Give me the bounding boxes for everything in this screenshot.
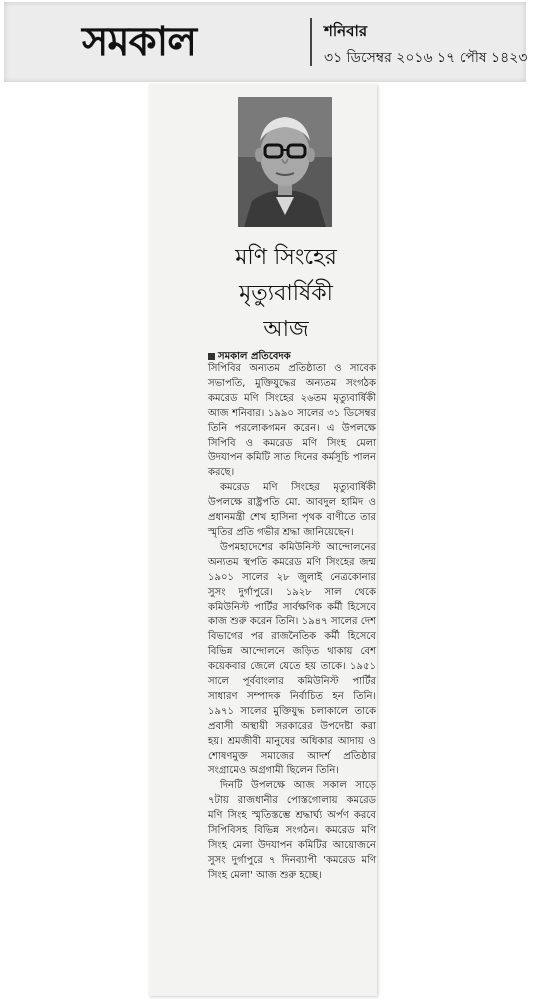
article-paragraph: সিপিবির অন্যতম প্রতিষ্ঠাতা ও সাবেক সভাপতি, মুক্তিযুদ্ধের অন্যতম সংগঠক কমরেড মণি সিংহের ২৬তম মৃত্যুবার্ষিকী আজ শনিবার। ১৯৯০ সালের ৩১ ডিসেম্বর তিনি পরলোকগমন করেন। এ উপলক্ষে সিপিবি ও কমরেড মণি সিংহ মেলা উদযাপন কমিটি সাত দিনের কর্মসূচি পালন করছে। (208, 363, 376, 479)
byline-text: সমকাল প্রতিবেদক (218, 351, 291, 362)
article-body (208, 362, 376, 884)
article-paragraph: কমরেড মণি সিংহের মৃত্যুবার্ষিকী উপলক্ষে রাষ্ট্রপতি মো. আবদুল হামিদ ও প্রধানমন্ত্রী শেখ হাসিনা পৃথক বাণীতে তার স্মৃতির প্রতি গভীর শ্রদ্ধা জানিয়েছেন। (208, 482, 376, 538)
headline-line: মৃত্যুবার্ষিকী (239, 281, 333, 306)
article-paragraph: উপমহাদেশের কমিউনিস্ট আন্দোলনের অন্যতম স্থপতি কমরেড মণি সিংহের জন্ম ১৯০১ সালের ২৮ জুলাই নেত্রকোনার সুসং দুর্গাপুরে। ১৯২৮ সাল থেকে কমিউনিস্ট পার্টির সার্বক্ষণিক কর্মী হিসেবে কাজ শুরু করেন তিনি। ১৯৪৭ সালের দেশ বিভাগের পর রাজনৈতিক কর্মী হিসেবে বিভিন্ন আন্দোলনে জড়িত থাকায় বেশ কয়েকবার জেলে যেতে হয় তাকে। ১৯৫১ সালে পূর্ববাংলার কমিউনিস্ট পার্টির সাধারণ সম্পাদক নির্বাচিত হন তিনি। ১৯৭১ সালের মুক্তিযুদ্ধ চলাকালে তাকে প্রবাসী অস্থায়ী সরকারের উপদেষ্টা করা হয়। শ্রমজীবী মানুষের অধিকার আদায় ও শোষণমুক্ত সমাজের আদর্শ প্রতিষ্ঠার সংগ্রামেও অগ্রগামী ছিলেন তিনি। (208, 541, 376, 777)
article-paragraph: দিনটি উপলক্ষে আজ সকাল সাড়ে ৭টায় রাজধানীর পোস্তগোলায় কমরেড মণি সিংহ স্মৃতিস্তম্ভে শ্রদ্ধার্ঘ্য অর্পণ করবে সিপিবিসহ বিভিন্ন সংগঠন। কমরেড মণি সিংহ মেলা উদযাপন কমিটির আয়োজনে সুসং দুর্গাপুরে ৭ দিনব্যাপী 'কমরেড মণি সিংহ মেলা' আজ শুরু হচ্ছে। (208, 780, 376, 881)
masthead-divider (310, 18, 312, 66)
headline-line: আজ (263, 317, 309, 342)
newspaper-masthead (4, 2, 526, 82)
portrait-photo (238, 97, 332, 227)
headline-line: মণি সিংহের (235, 245, 337, 270)
portrait-image (238, 97, 332, 227)
article-headline (206, 240, 366, 348)
byline-square-icon (208, 353, 215, 360)
masthead-date: ৩১ ডিসেম্বর ২০১৬ ১৭ পৌষ ১৪২৩ (324, 50, 528, 66)
masthead-day: শনিবার (324, 22, 368, 40)
newspaper-logo: সমকাল (82, 18, 197, 65)
